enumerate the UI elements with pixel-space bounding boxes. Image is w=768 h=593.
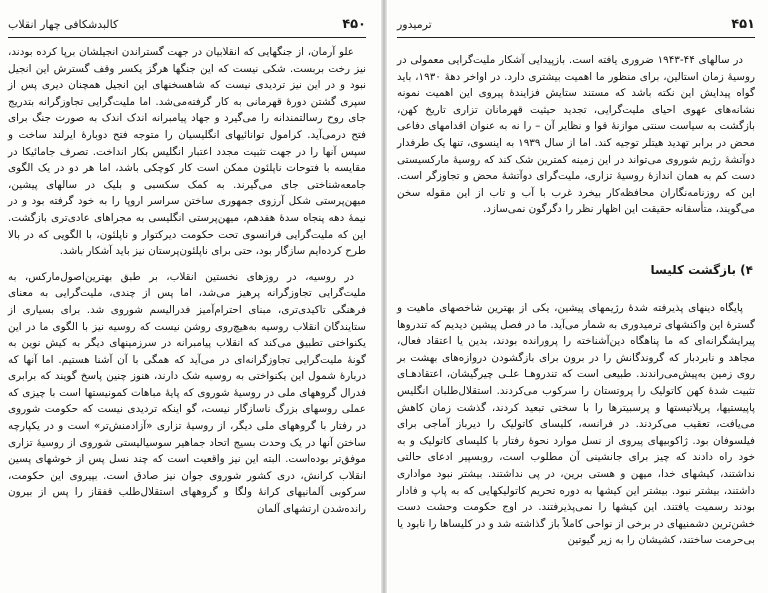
right-running-title: ترمیدور: [397, 17, 432, 31]
paragraph: در سالهای ۴۴-۱۹۴۳ ضروری یافته است. بازپیدایی آشکار ملیت‌گرایی معمولی در روسیهٔ زمان استالین، برای منظور ما اهمیت بیشتری دارد. در اواخر دههٔ ۱۹۳۰، باید گواه پیدایش این نکته باشد که مستند ستایش فزایندهٔ پیروی این اهمیت نمونه نشانه‌های عهوی احیای ملیت‌گرایی، تجدید حیثیت قهرمانان تزاری تاریخ کهن، بازگشت به سیاست سنتی موازنهٔ قوا و نظایر آن – را نه به عنوان اقدامهای دفاعی محض در برابر تهدید هیتلر توجیه کند. اما از سال ۱۹۳۹ به اینسوی، تنها یک طرفدار دوآتشهٔ رژیم شوروی می‌تواند در این زمینه کمترین شک کند که روسیهٔ مارکسیستی دست کم به همان اندازهٔ روسیهٔ تزاری، ملیت‌گرای دوآتشهٔ محض و تجاوزگر است. این که روزنامه‌نگاران محافظه‌کار بیخرد غرب با آب و تاب از این مقوله سخن می‌گویند، متأسفانه حقیقت این اظهار نظر را دگرگون نمی‌سازد.: [397, 54, 756, 216]
section-body-text: [397, 300, 755, 549]
left-page: [0, 0, 381, 593]
left-running-title: کالبدشکافی چهار انقلاب: [8, 17, 119, 31]
left-page-header: [8, 13, 366, 35]
paragraph: پایگاه دینهای پذیرفته شدهٔ رژیمهای پیشین، یکی از بهترین شاخصهای ماهیت و گسترهٔ این واکنشهای ترمیدوری به شمار می‌آید. ما در فصل پیشین دیدیم که تندروها پیرایشگرانه‌ای که ما پناهگاه دین‌آشناخته را پرورانده بودند، بدین یا اعتقاد فعال، مجاهد و نابردبار که گروندگانش را در برون برای بازگشودن دروازه‌های بهشت بر روی زمین به‌پیش‌می‌راندند. طبیعی است که تندروهـا علـی چیرگیشان، اعتقادهـای تثبیت شدهٔ کهن کاتولیک را پروتستان را سرکوب می‌کردند. استقلال‌طلبان انگلیس پاپیستیها، پریلاتیستها و پرسبیترها را با سختی تبعید کردند، گذشت زمان کاهش می‌یافت، تعقیب می‌کردند. در فرانسه، کلیسای کاتولیک را دیرباز آماجی برای فیلسوفان بود. ژاکوبیهای پیروی از نسل موارد نحوهٔ رفتار با کلیسای کاتولیک و به خود راه دادند که چیز برای جانشینی آن مطلوب است، روبسپیر ادعای حالتی نداشتند، کیشهای خدا، میهن و هستی برین، در پی نداشتند. بیشتر نبود مواداری داشتند، بیشتر نبود. بیشتر این کیشها به دوره تحریم کاتولیکهایی که به پاپ و فادار بودند رسمیت یافتند. این کیشها را نمی‌پذیرفتند. در اوج حکومت وحشت دست خشن‌ترین دشمنیهای در برخی از نواحی کاملاً باز گذاشته شد و در کلیساها را نابود یا بی‌حرمت ساختند، کشیشان را به زیر گیوتین: [397, 302, 755, 547]
left-header-rule: [8, 37, 366, 38]
left-body-text: [8, 44, 366, 518]
right-page: [387, 0, 768, 593]
section-heading: ۴) بازگشت کلیسا: [650, 263, 753, 277]
right-page-number: ۴۵۱: [731, 16, 755, 32]
paragraph: علو آرمان، از جنگهایی که انقلابیان در جهت گستراندن انجیلشان برپا کرده بودند، نیز رخت بربست. شکی نیست که این جنگها هرگز یکسر وقف گسترش این انجیل نبود و در این نیز تردیدی نیست که شاهسخنهای این انجیل همچنان دیری پس از سپری گشتن دورهٔ قهرمانی به کار گرفته‌می‌شد. اما ملیت‌گرایی تجاوزگرانه بتدریج جای روح رسالتمندانه را می‌گیرد و جهاد پیامبرانه اندک اندک به صورت جنگ برای فتح درمی‌آید. کرامول توانائیهای انگلیسیان را متوجه فتح دوبارهٔ ایرلند ساخت و سپس آنها را در جهت تثبیت مجدد اعتبار انگلیس بکار انداخت. تصرف جامائیکا در مقایسه با فتوحات ناپلئون ممکن است کار کوچکی باشد، اما هر دو در یک الگوی جامعه‌شناختی جای می‌گیرند. به کمک سکسبی و بلیک در سالهای پیشین، میهن‌پرستی شکل آرزوی جمهوری ساختن سراسر اروپا را به خود گرفته بود و در نیمهٔ دهه پنجاه سدهٔ هفدهم، میهن‌پرستی انگلیسی به مجراهای عادی‌تری بازگشت. این که ملیت‌گرایی فرانسوی تحت حکومت دیرکتوار و ناپلئون، با الگویی که در بالا طرح کرده‌ایم سازگار بود، حتی برای ناپلئون‌پرستان نیز باید آشکار باشد.: [8, 46, 366, 258]
right-body-text: [397, 52, 755, 218]
right-page-header: [397, 13, 755, 35]
paragraph: در روسیه، در روزهای نخستین انقلاب، بر طبق بهترین‌اصول‌مارکس، به ملیت‌گرایی تجاوزگرانه پرهیز می‌شد، اما پس از چندی، ملیت‌گرایی به معنای فرهنگی تاکیدی‌تری، مبنای احترام‌آمیز فدرالیسم شوروی شد. برای بسیاری از ستایندگان انقلاب روسیه به‌هیچ‌روی روشن نیست که روسیه نیز با الگوی ما در این یکنواختی تطبیق می‌کند که انقلاب پیامبرانه در سرزمینهای دیگر به کیش نوین به گونهٔ ملیت‌گرایی تجاوزگرانه‌ای در می‌آید که همگی با آن آشنا هستیم. اما آنها که دربارهٔ شمول این یکنواختی به روسیه شک دارند، هنوز چنین پاسخ گویند که برابری فدرال گروههای ملی در روسیهٔ شوروی که پایهٔ مباهات کمونیستها است با چیزی که عملی روسهای بزرگ ناسازگار نیست، گو اینکه تردیدی نیست که حکومت شوروی در رفتار با گروههای ملی دیگر، از روسیهٔ تزاری «آزادمنش‌تر» است و در یکپارچه ساختن آنها در یک وحدت بسیج اتحاد جماهیر سوسیالیستی شوروی از روسیهٔ تزاری موفق‌تر بوده‌است. البته این نیز واقعیت است که چند نسل پس از خوشهای پسین انقلاب کرانش، دری کشور شوروی جوان نیز صادق است. بپیروی این حکومت، سرکوبی آلمانیهای کرانهٔ ولگا و گروههای استقلال‌طلب قفقاز را پس از بیرون رانده‌شدن ارتشهای آلمان: [8, 270, 366, 516]
right-header-rule: [397, 37, 755, 38]
left-page-number: ۴۵۰: [342, 16, 366, 32]
